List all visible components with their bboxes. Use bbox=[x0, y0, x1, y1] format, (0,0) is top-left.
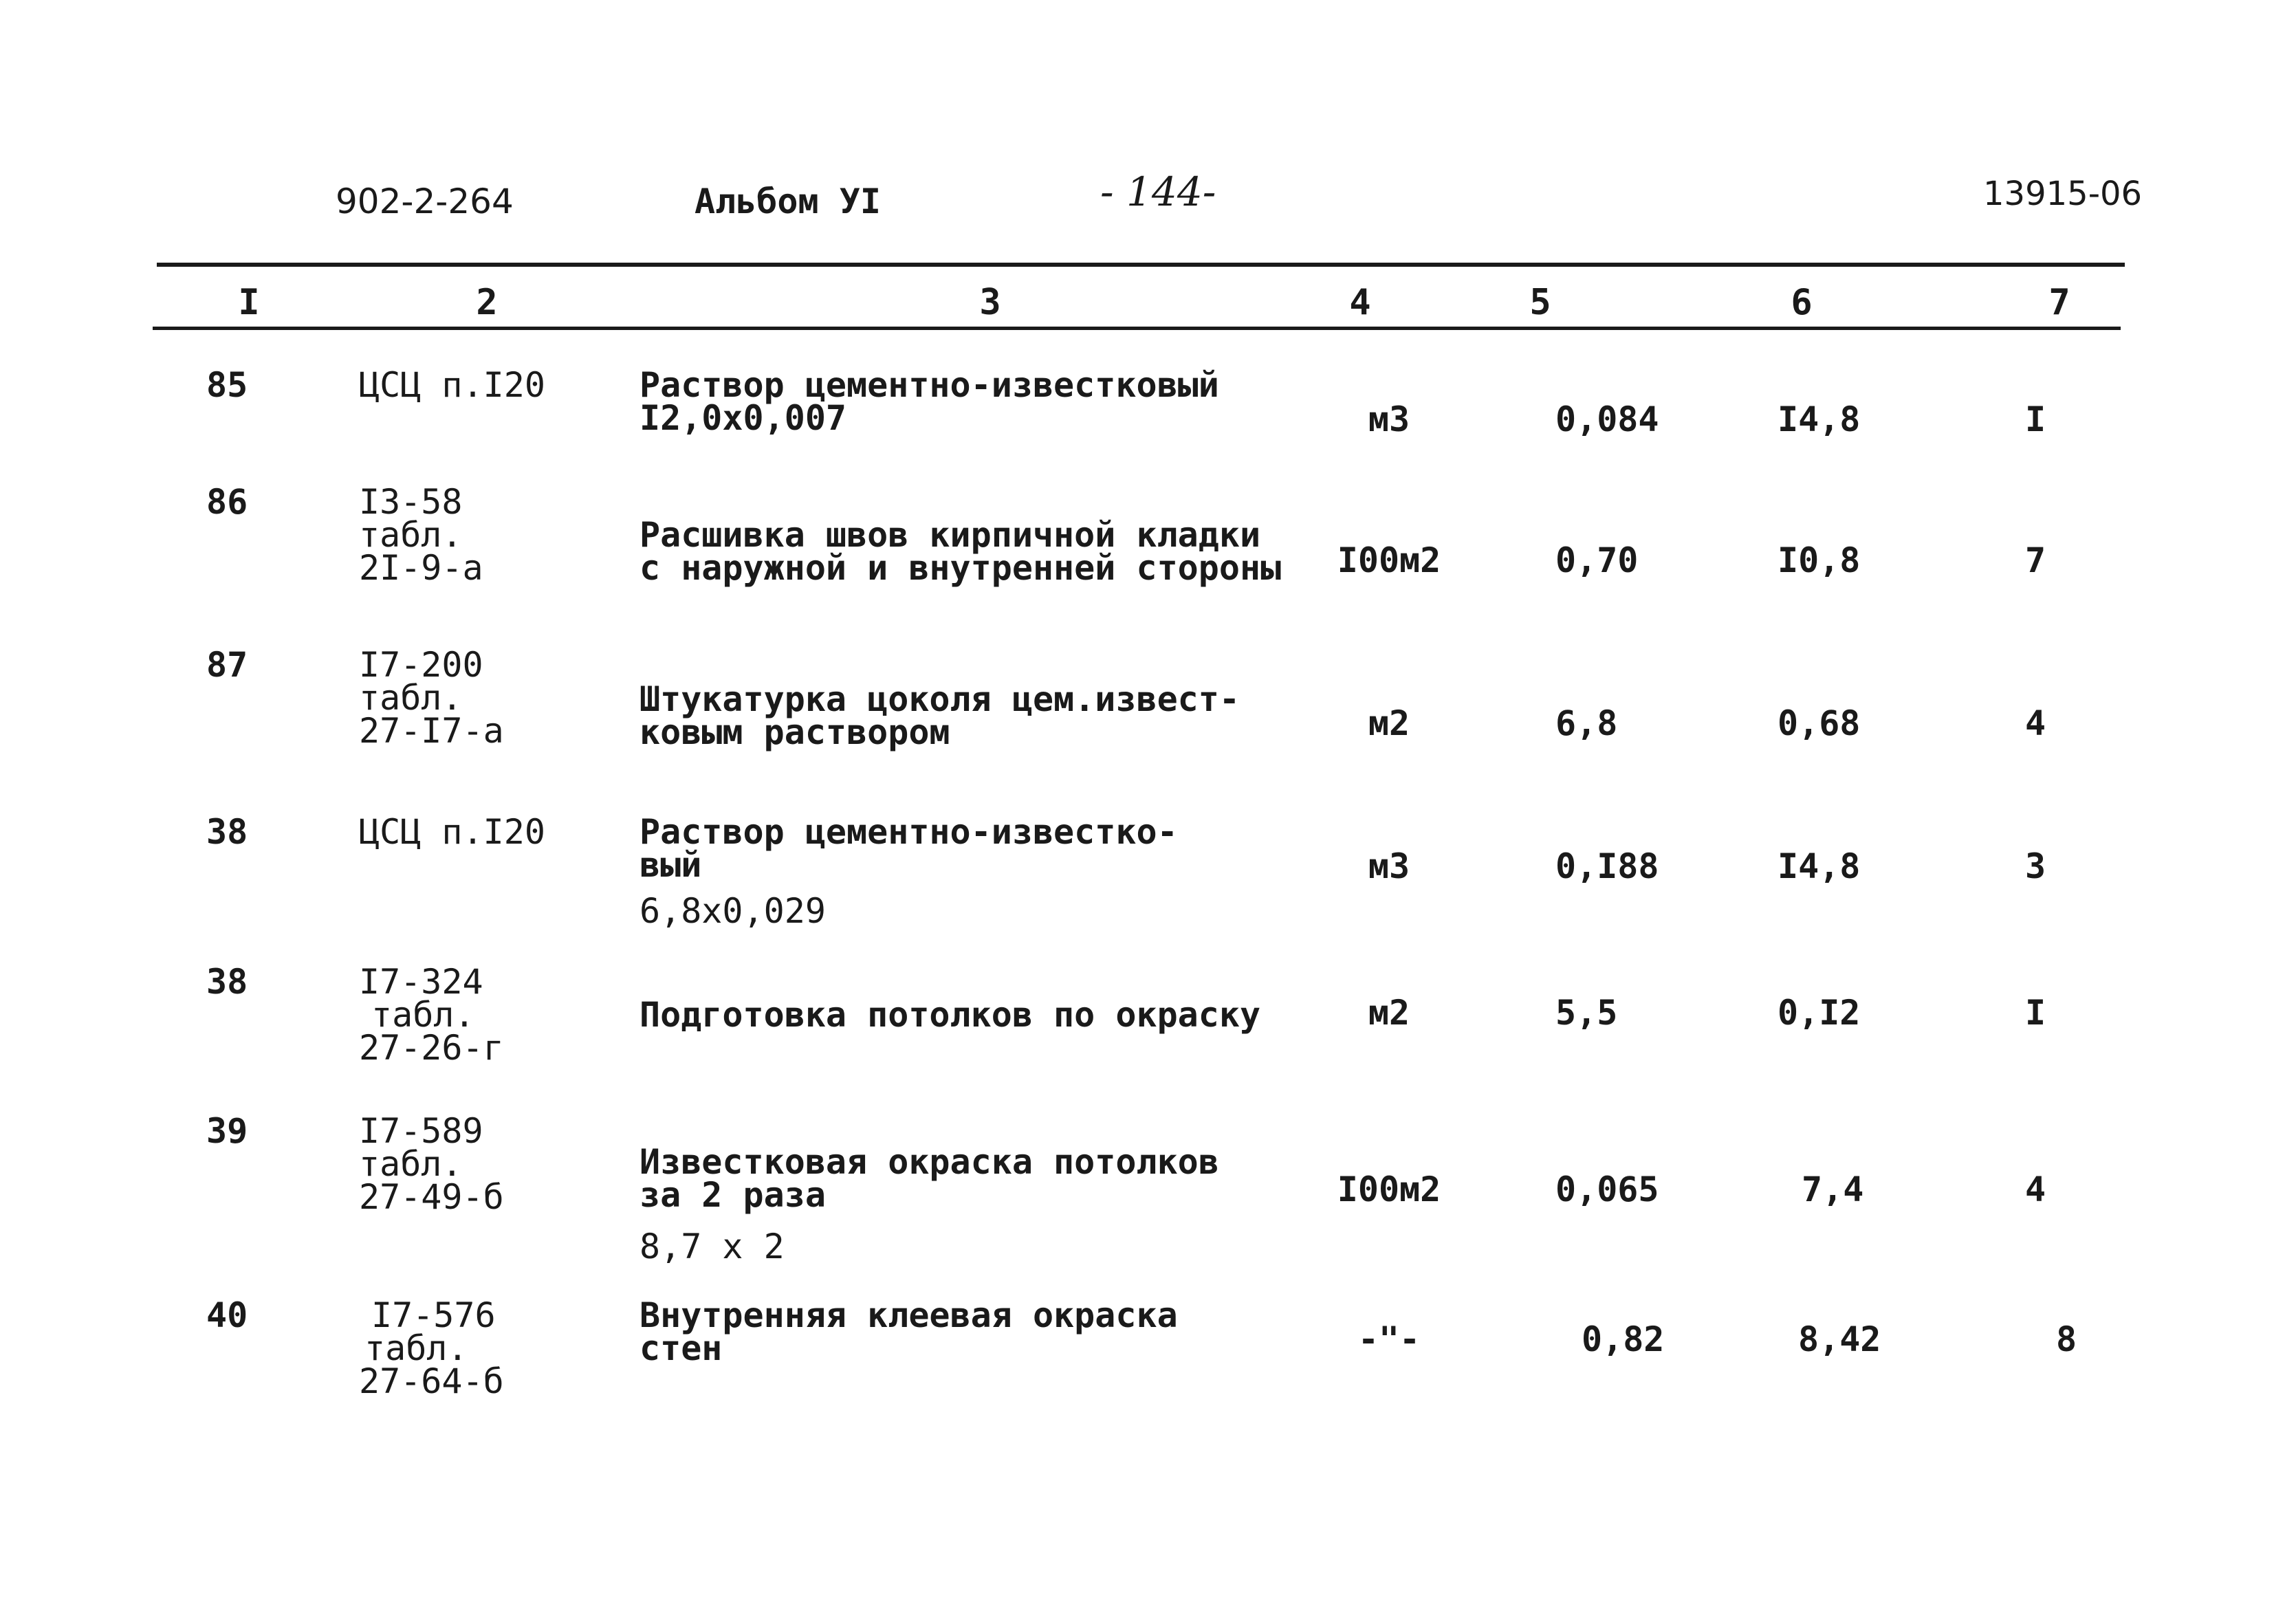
album-label: Альбом УI bbox=[695, 182, 881, 221]
row-unit: -"- bbox=[1357, 1319, 1421, 1359]
row-price: 8,42 bbox=[1798, 1319, 1881, 1359]
row-number: 38 bbox=[206, 812, 248, 852]
row-unit: м2 bbox=[1368, 993, 1410, 1033]
row-description: Внутренняя клеевая окраска bbox=[639, 1295, 1178, 1335]
row-number: 40 bbox=[206, 1295, 248, 1335]
document-code: 13915-06 bbox=[1983, 175, 2143, 213]
row-quantity: 6,8 bbox=[1555, 703, 1618, 743]
row-number: 85 bbox=[206, 365, 248, 405]
row-total: 8 bbox=[2055, 1319, 2077, 1359]
row-description: Раствор цементно-известко- bbox=[639, 812, 1178, 852]
row-description: вый bbox=[639, 845, 702, 885]
row-reference: I7-324 bbox=[359, 962, 483, 1002]
row-description: Подготовка потолков по окраску bbox=[639, 995, 1261, 1035]
row-reference: табл. bbox=[359, 1144, 463, 1184]
row-reference: 27-64-б bbox=[359, 1361, 504, 1401]
row-reference: ЦСЦ п.I20 bbox=[359, 365, 545, 405]
row-unit: I00м2 bbox=[1337, 540, 1441, 580]
row-description: Известковая окраска потолков bbox=[639, 1142, 1219, 1182]
row-description: Раствор цементно-известковый bbox=[639, 365, 1219, 405]
table-header-rule bbox=[153, 327, 2121, 330]
row-reference: табл. bbox=[364, 1328, 468, 1368]
column-number-4: 4 bbox=[1349, 282, 1371, 323]
row-reference: табл. bbox=[371, 995, 475, 1035]
row-description: ковым раствором bbox=[639, 712, 950, 752]
column-number-5: 5 bbox=[1529, 282, 1551, 323]
row-price: I4,8 bbox=[1778, 846, 1861, 886]
row-number: 86 bbox=[206, 482, 248, 522]
row-description: I2,0x0,007 bbox=[639, 398, 847, 438]
row-reference: табл. bbox=[359, 678, 463, 718]
row-total: I bbox=[2024, 993, 2046, 1033]
row-reference: табл. bbox=[359, 515, 463, 555]
row-calculation-note: 8,7 x 2 bbox=[639, 1227, 785, 1266]
row-quantity: 0,70 bbox=[1555, 540, 1639, 580]
row-quantity: 0,82 bbox=[1582, 1319, 1665, 1359]
table-top-rule bbox=[157, 263, 2125, 267]
row-total: 7 bbox=[2024, 540, 2046, 580]
row-description: Штукатурка цоколя цем.извест- bbox=[639, 679, 1240, 719]
row-unit: м2 bbox=[1368, 703, 1410, 743]
row-total: 4 bbox=[2024, 1170, 2046, 1209]
row-reference: I7-576 bbox=[371, 1295, 496, 1335]
row-price: I0,8 bbox=[1778, 540, 1861, 580]
row-price: 0,I2 bbox=[1778, 993, 1861, 1033]
row-reference: I7-200 bbox=[359, 645, 483, 685]
page-number: - 144- bbox=[1100, 168, 1216, 215]
row-price: 0,68 bbox=[1778, 703, 1861, 743]
row-reference: I3-58 bbox=[359, 482, 463, 522]
column-number-1: I bbox=[238, 282, 260, 323]
row-number: 87 bbox=[206, 645, 248, 685]
row-total: I bbox=[2024, 399, 2046, 439]
column-number-3: 3 bbox=[979, 282, 1001, 323]
column-number-7: 7 bbox=[2048, 282, 2070, 323]
row-number: 38 bbox=[206, 962, 248, 1002]
column-number-6: 6 bbox=[1791, 282, 1813, 323]
row-total: 4 bbox=[2024, 703, 2046, 743]
row-reference: 27-49-б bbox=[359, 1177, 504, 1217]
row-price: 7,4 bbox=[1802, 1170, 1864, 1209]
row-description: с наружной и внутренней стороны bbox=[639, 548, 1282, 588]
row-total: 3 bbox=[2024, 846, 2046, 886]
row-calculation-note: 6,8x0,029 bbox=[639, 891, 826, 931]
row-reference: 27-26-г bbox=[359, 1028, 504, 1068]
row-reference: 27-I7-а bbox=[359, 711, 504, 751]
row-reference: 2I-9-а bbox=[359, 548, 483, 588]
row-reference: I7-589 bbox=[359, 1111, 483, 1151]
row-unit: м3 bbox=[1368, 846, 1410, 886]
document-number: 902-2-264 bbox=[336, 182, 514, 221]
row-description: Расшивка швов кирпичной кладки bbox=[639, 515, 1261, 555]
row-price: I4,8 bbox=[1778, 399, 1861, 439]
column-number-2: 2 bbox=[476, 282, 498, 323]
row-unit: I00м2 bbox=[1337, 1170, 1441, 1209]
row-quantity: 0,065 bbox=[1555, 1170, 1659, 1209]
row-description: стен bbox=[639, 1328, 723, 1368]
row-unit: м3 bbox=[1368, 399, 1410, 439]
row-quantity: 0,I88 bbox=[1555, 846, 1659, 886]
row-quantity: 0,084 bbox=[1555, 399, 1659, 439]
row-description: за 2 раза bbox=[639, 1175, 826, 1215]
row-number: 39 bbox=[206, 1111, 248, 1151]
row-quantity: 5,5 bbox=[1555, 993, 1618, 1033]
row-reference: ЦСЦ п.I20 bbox=[359, 812, 545, 852]
